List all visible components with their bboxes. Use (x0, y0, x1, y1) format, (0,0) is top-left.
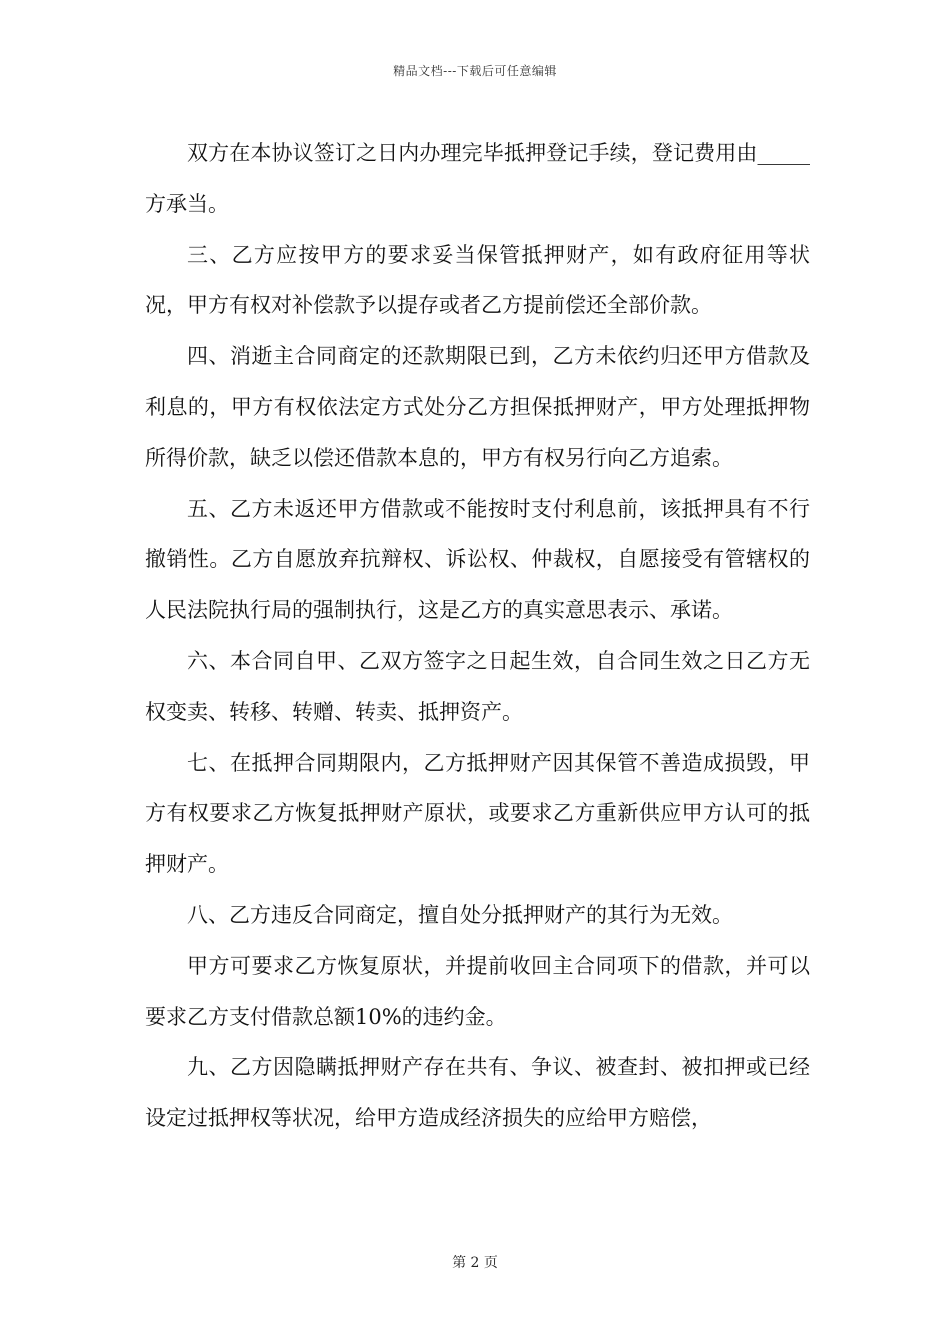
paragraph-clause-5: 五、乙方未返还甲方借款或不能按时支付利息前，该抵押具有不行撤销性。乙方自愿放弃抗辩权、诉讼权、仲裁权，自愿接受有管辖权的人民法院执行局的强制执行，这是乙方的真实意思表示、承诺。 (145, 496, 810, 623)
paragraph-clause-3: 三、乙方应按甲方的要求妥当保管抵押财产，如有政府征用等状况，甲方有权对补偿款予以提存或者乙方提前偿还全部价款。 (145, 242, 810, 318)
paragraph-clause-9: 九、乙方因隐瞒抵押财产存在共有、争议、被查封、被扣押或已经设定过抵押权等状况，给甲方造成经济损失的应给甲方赔偿， (145, 1055, 810, 1131)
paragraph-clause-4: 四、消逝主合同商定的还款期限已到，乙方未依约归还甲方借款及利息的，甲方有权依法定方式处分乙方担保抵押财产，甲方处理抵押物所得价款，缺乏以偿还借款本息的，甲方有权另行向乙方追索。 (145, 344, 810, 470)
paragraph-clause-6: 六、本合同自甲、乙双方签字之日起生效，自合同生效之日乙方无权变卖、转移、转赠、转卖、抵押资产。 (145, 648, 810, 724)
document-body (145, 128, 810, 1144)
paragraph-registration: 双方在本协议签订之日内办理完毕抵押登记手续，登记费用由_____方承当。 (145, 141, 810, 216)
paragraph-clause-8: 八、乙方违反合同商定，擅自处分抵押财产的其行为无效。 (187, 902, 733, 927)
page-header: 精品文档---下载后可任意编辑 (393, 64, 557, 78)
page-number: 第 2 页 (452, 1255, 498, 1271)
paragraph-clause-7: 七、在抵押合同期限内，乙方抵押财产因其保管不善造成损毁，甲方有权要求乙方恢复抵押财产原状，或要求乙方重新供应甲方认可的抵押财产。 (145, 750, 810, 877)
paragraph-clause-8-remedy: 甲方可要求乙方恢复原状，并提前收回主合同项下的借款，并可以要求乙方支付借款总额10%的违约金。 (145, 953, 810, 1029)
